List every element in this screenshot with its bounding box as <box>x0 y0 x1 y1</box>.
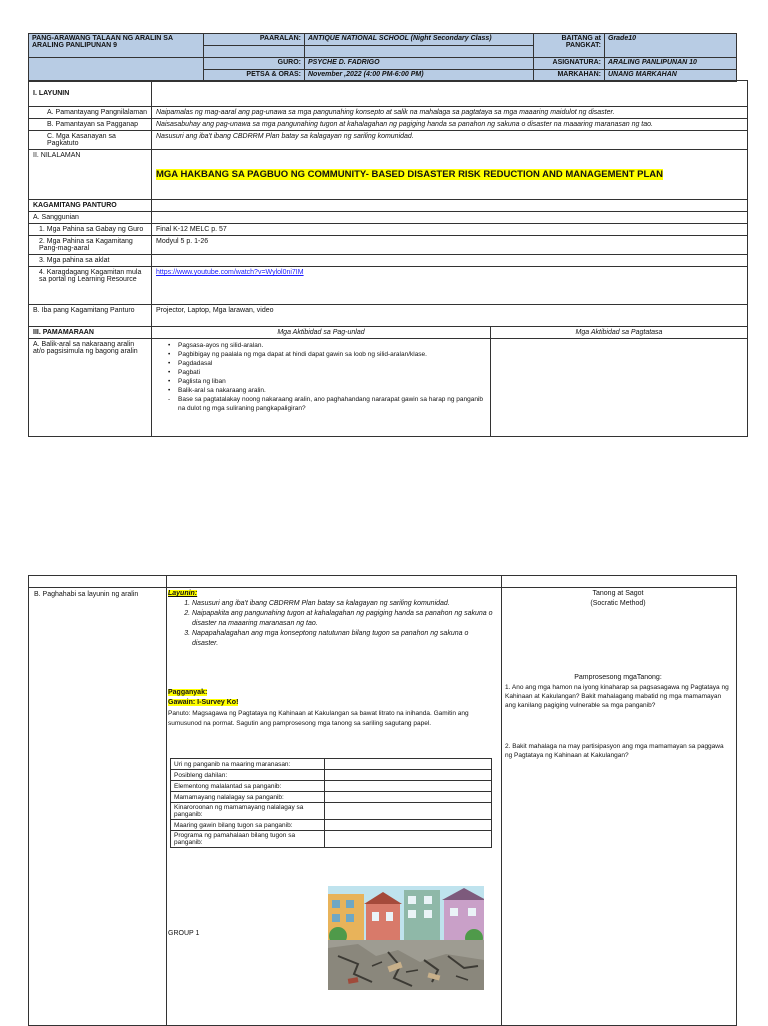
kagamitang-mag-aaral-label: 2. Mga Pahina sa Kagamitang Pang-mag-aaral <box>29 236 152 255</box>
tanong-subtitle: (Socratic Method) <box>590 600 646 607</box>
layunin-item: 3. Napapahalagahan ang mga konseptong natutunan bilang tugon sa panahon ng sakuna o disaster. <box>192 629 494 649</box>
col-pagtatasa-header: Mga Aktibidad sa Pagtatasa <box>491 327 748 339</box>
col-pag-unlad-header: Mga Aktibidad sa Pag-unlad <box>152 327 491 339</box>
pagganyak-block <box>168 688 494 729</box>
iba-pang-kagamitan-value: Projector, Laptop, Mga larawan, video <box>152 305 748 327</box>
pamantayan-sa-pagganap-text: Naisasabuhay ang pag-unawa sa mga pangunahing tugon at kahalagahan ng pagiging handa sa panahon ng sakuna o disaster na maaaring maranasan ng tao. <box>152 119 748 131</box>
layunin-item: 1. Nasusuri ang iba't ibang CBDRRM Plan batay sa kalagayan ng sariling komunidad. <box>192 599 494 609</box>
baitang-value: Grade10 <box>605 34 737 58</box>
lesson-plan-table <box>28 80 748 437</box>
survey-row-label: Programa ng pamahalaan bilang tugon sa panganib: <box>171 831 325 848</box>
survey-row-label: Uri ng panganib na maaring maranasan: <box>171 759 325 770</box>
paaralan-value: ANTIQUE NATIONAL SCHOOL (Night Secondary Class) <box>305 34 534 46</box>
kagamitan-heading: KAGAMITANG PANTURO <box>29 200 152 212</box>
survey-table <box>170 758 492 848</box>
list-item: • Pagdadasal <box>170 359 486 368</box>
panuto-text: Panuto: Magsagawa ng Pagtataya ng Kahinaan at Kakulangan sa bawat litrato na inihanda. Gamitin ang sumusunod na pormat. Sagutin ang pamprosesong mga tanong sa sariling sagutang papel. <box>168 710 469 727</box>
question-1: 1. Ano ang mga hamon na iyong kinaharap sa pagsasagawa ng Pagtataya ng Kahinaan at Kakulangan? Bakit mahalagang mabatid ng mga mamamayan ang kanilang pagiging vulnerable sa mga panganib? <box>505 684 729 709</box>
layunin-item: 2. Naipapakita ang pangunahing tugon at kahalagahan ng pagiging handa sa panahon ng sakuna o disaster na maaaring maranasan ng tao. <box>192 609 494 629</box>
question-2: 2. Bakit mahalaga na may partisipasyon ang mga mamamayan sa paggawa ng Pagtataya ng Kahinaan at Kakulangan? <box>505 743 724 759</box>
list-item: • Paglista ng liban <box>170 377 486 386</box>
building-icon <box>366 904 400 940</box>
survey-row-label: Elementong malalantad sa panganib: <box>171 781 325 792</box>
list-item: • Pagsasa-ayos ng silid-aralan. <box>170 341 486 350</box>
asignatura-value: ARALING PANLIPUNAN 10 <box>605 58 737 70</box>
list-item: - Base sa pagtatalakay noong nakaraang aralin, ano paghahandang nararapat gawin sa harap ng panganib na dulot ng mga suliraning pangkapaligiran? <box>170 395 486 413</box>
pamantayan-sa-pagganap-label: B. Pamantayan sa Pagganap <box>29 119 152 131</box>
pamamaraan-heading: III. PAMAMARAAN <box>29 327 152 339</box>
layunin-title: Layunin: <box>168 590 198 597</box>
tanong-title: Tanong at Sagot <box>592 590 644 597</box>
nilalaman-heading: II. NILALAMAN <box>29 150 152 200</box>
pamprosesong-heading: Pamprosesong mgaTanong: <box>574 674 662 681</box>
pahina-aklat-label: 3. Mga pahina sa aklat <box>29 255 152 267</box>
nilalaman-title: MGA HAKBANG SA PAGBUO NG COMMUNITY- BASED DISASTER RISK REDUCTION AND MANAGEMENT PLAN <box>156 169 664 180</box>
asignatura-label: ASIGNATURA: <box>534 58 605 70</box>
group-label: GROUP 1 <box>168 930 200 937</box>
guro-value: PSYCHE D. FADRIGO <box>305 58 534 70</box>
survey-row-label: Mamamayang nalalagay sa panganib: <box>171 792 325 803</box>
sanggunian-label: A. Sanggunian <box>29 212 152 224</box>
guro-label: GURO: <box>204 58 305 70</box>
gabay-guro-value: Final K-12 MELC p. 57 <box>152 224 748 236</box>
list-item: • Pagbibigay ng paalala ng mga dapat at hindi dapat gawin sa loob ng silid-aralan/klase. <box>170 350 486 359</box>
header-title: PANG-ARAWANG TALAAN NG ARALIN SA ARALING PANLIPUNAN 9 <box>29 34 204 58</box>
youtube-link[interactable]: https://www.youtube.com/watch?v=Wylol0ni7IM <box>156 269 304 276</box>
balik-aral-label: A. Balik-aral sa nakaraang aralin at/o pagsisimula ng bagong aralin <box>29 339 152 437</box>
list-item: • Balik-aral sa nakaraang aralin. <box>170 386 486 395</box>
karagdagang-kagamitan-label: 4. Karagdagang Kagamitan mula sa portal ng Learning Resource <box>29 267 152 305</box>
survey-row-label: Maaring gawin bilang tugon sa panganib: <box>171 820 325 831</box>
kagamitang-mag-aaral-value: Modyul 5 p. 1-26 <box>152 236 748 255</box>
petsa-value: November ,2022 (4:00 PM-6:00 PM) <box>305 70 534 82</box>
survey-row-label: Kinaroroonan ng mamamayang nalalagay sa panganib: <box>171 803 325 820</box>
layunin-heading: I. LAYUNIN <box>29 81 152 107</box>
paghahabi-label: B. Paghahabi sa layunin ng aralin <box>34 591 139 598</box>
earthquake-illustration <box>328 886 484 990</box>
kasanayan-label: C. Mga Kasanayan sa Pagkatuto <box>29 131 152 150</box>
pamantayang-pangnilalaman-text: Naipamalas ng mag-aaral ang pag-unawa sa mga pangunahing konsepto at salik na mahalaga sa pagtataya sa mga maaaring maidulot ng disaster. <box>152 107 748 119</box>
pamantayang-pangnilalaman-label: A. Pamantayang Pangnilalaman <box>29 107 152 119</box>
paaralan-label: PAARALAN: <box>204 34 305 46</box>
pahina-aklat-value <box>152 255 748 267</box>
gabay-guro-label: 1. Mga Pahina sa Gabay ng Guro <box>29 224 152 236</box>
gawain-label: Gawain: I-Survey Ko! <box>168 699 239 706</box>
layunin-block <box>168 589 494 649</box>
markahan-value: UNANG MARKAHAN <box>605 70 737 82</box>
petsa-label: PETSA & ORAS: <box>204 70 305 82</box>
baitang-label: BAITANG at PANGKAT: <box>534 34 605 58</box>
list-item: • Pagbati <box>170 368 486 377</box>
iba-pang-kagamitan-label: B. Iba pang Kagamitang Panturo <box>29 305 152 327</box>
markahan-label: MARKAHAN: <box>534 70 605 82</box>
balik-aral-list <box>156 341 486 413</box>
pagganyak-label: Pagganyak: <box>168 689 208 696</box>
header-table <box>28 33 737 82</box>
kasanayan-text: Nasusuri ang iba't ibang CBDRRM Plan batay sa kalagayan ng sariling komunidad. <box>152 131 748 150</box>
survey-row-label: Posibleng dahilan: <box>171 770 325 781</box>
